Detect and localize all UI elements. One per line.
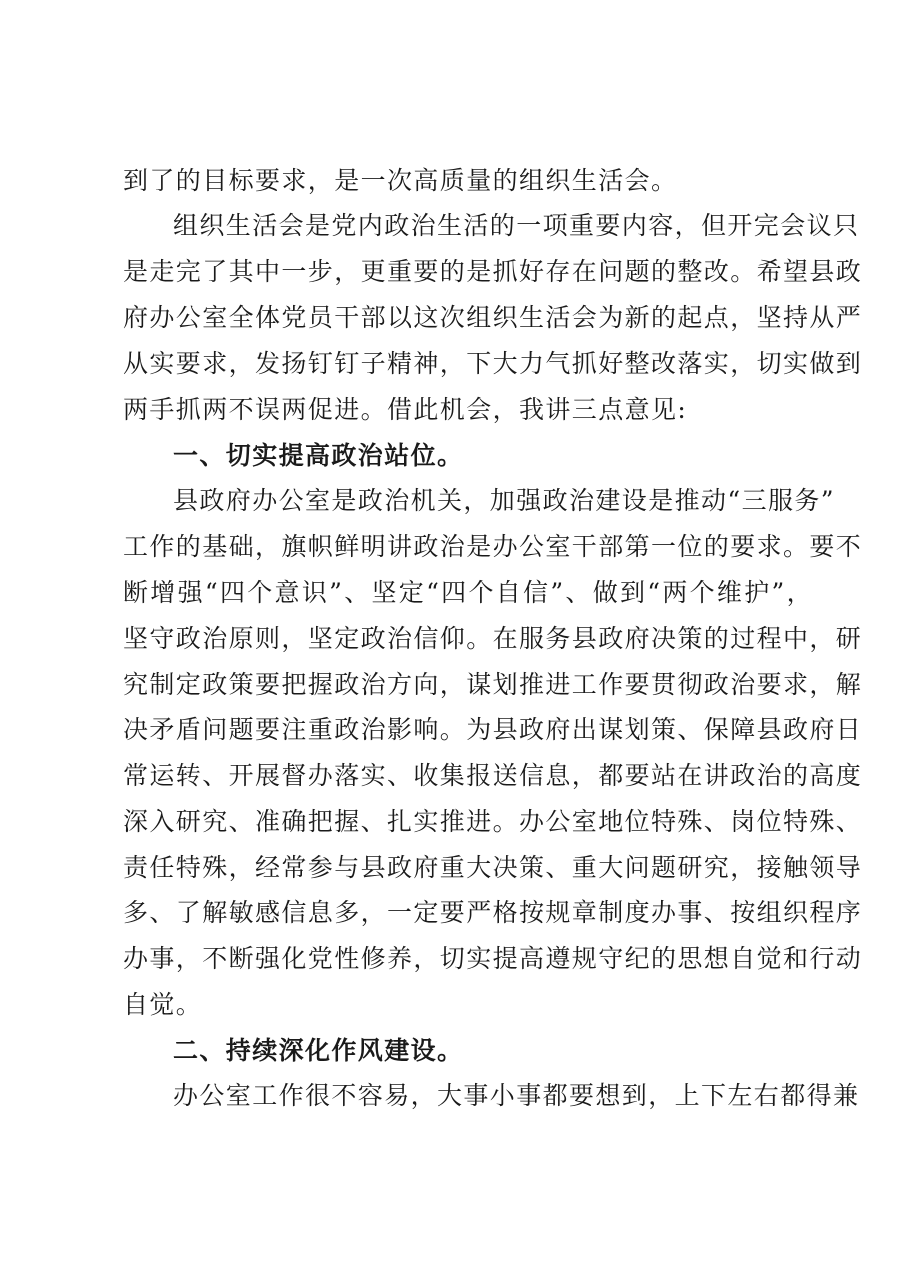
paragraph-line: 两手抓两不误两促进。借此机会，我讲三点意见: (123, 395, 688, 424)
paragraph-line: 坚守政治原则，坚定政治信仰。在服务县政府决策的过程中，研 (123, 624, 863, 653)
paragraph-line: 县政府办公室是政治机关，加强政治建设是推动“三服务” (173, 486, 835, 515)
paragraph-line: 是走完了其中一步，更重要的是抓好存在问题的整改。希望县政 (123, 257, 863, 286)
paragraph-line: 责任特殊，经常参与县政府重大决策、重大问题研究，接触领导 (123, 853, 863, 882)
paragraph-line: 从实要求，发扬钉钉子精神，下大力气抓好整改落实，切实做到 (123, 349, 863, 378)
paragraph-line: 究制定政策要把握政治方向，谋划推进工作要贯彻政治要求，解 (123, 670, 863, 699)
paragraph-line: 常运转、开展督办落实、收集报送信息，都要站在讲政治的高度 (123, 761, 863, 790)
paragraph-line: 办事，不断强化党性修养，切实提高遵规守纪的思想自觉和行动 (123, 944, 863, 973)
section-heading-1: 一、切实提高政治站位。 (173, 441, 464, 470)
paragraph-line: 断增强“四个意识”、坚定“四个自信”、做到“两个维护”， (123, 578, 813, 607)
paragraph-line: 决矛盾问题要注重政治影响。为县政府出谋划策、保障县政府日 (123, 715, 863, 744)
paragraph-line: 深入研究、准确把握、扎实推进。办公室地位特殊、岗位特殊、 (123, 807, 863, 836)
section-heading-2: 二、持续深化作风建设。 (173, 1036, 464, 1065)
paragraph-line: 多、了解敏感信息多，一定要严格按规章制度办事、按组织程序 (123, 898, 863, 927)
paragraph-line: 办公室工作很不容易，大事小事都要想到，上下左右都得兼 (173, 1081, 860, 1110)
paragraph-line: 自觉。 (123, 990, 203, 1019)
paragraph-line: 工作的基础，旗帜鲜明讲政治是办公室干部第一位的要求。要不 (123, 532, 863, 561)
paragraph-line: 组织生活会是党内政治生活的一项重要内容，但开完会议只 (173, 211, 860, 240)
paragraph-line: 府办公室全体党员干部以这次组织生活会为新的起点，坚持从严 (123, 303, 863, 332)
paragraph-line: 到了的目标要求，是一次高质量的组织生活会。 (123, 166, 678, 195)
